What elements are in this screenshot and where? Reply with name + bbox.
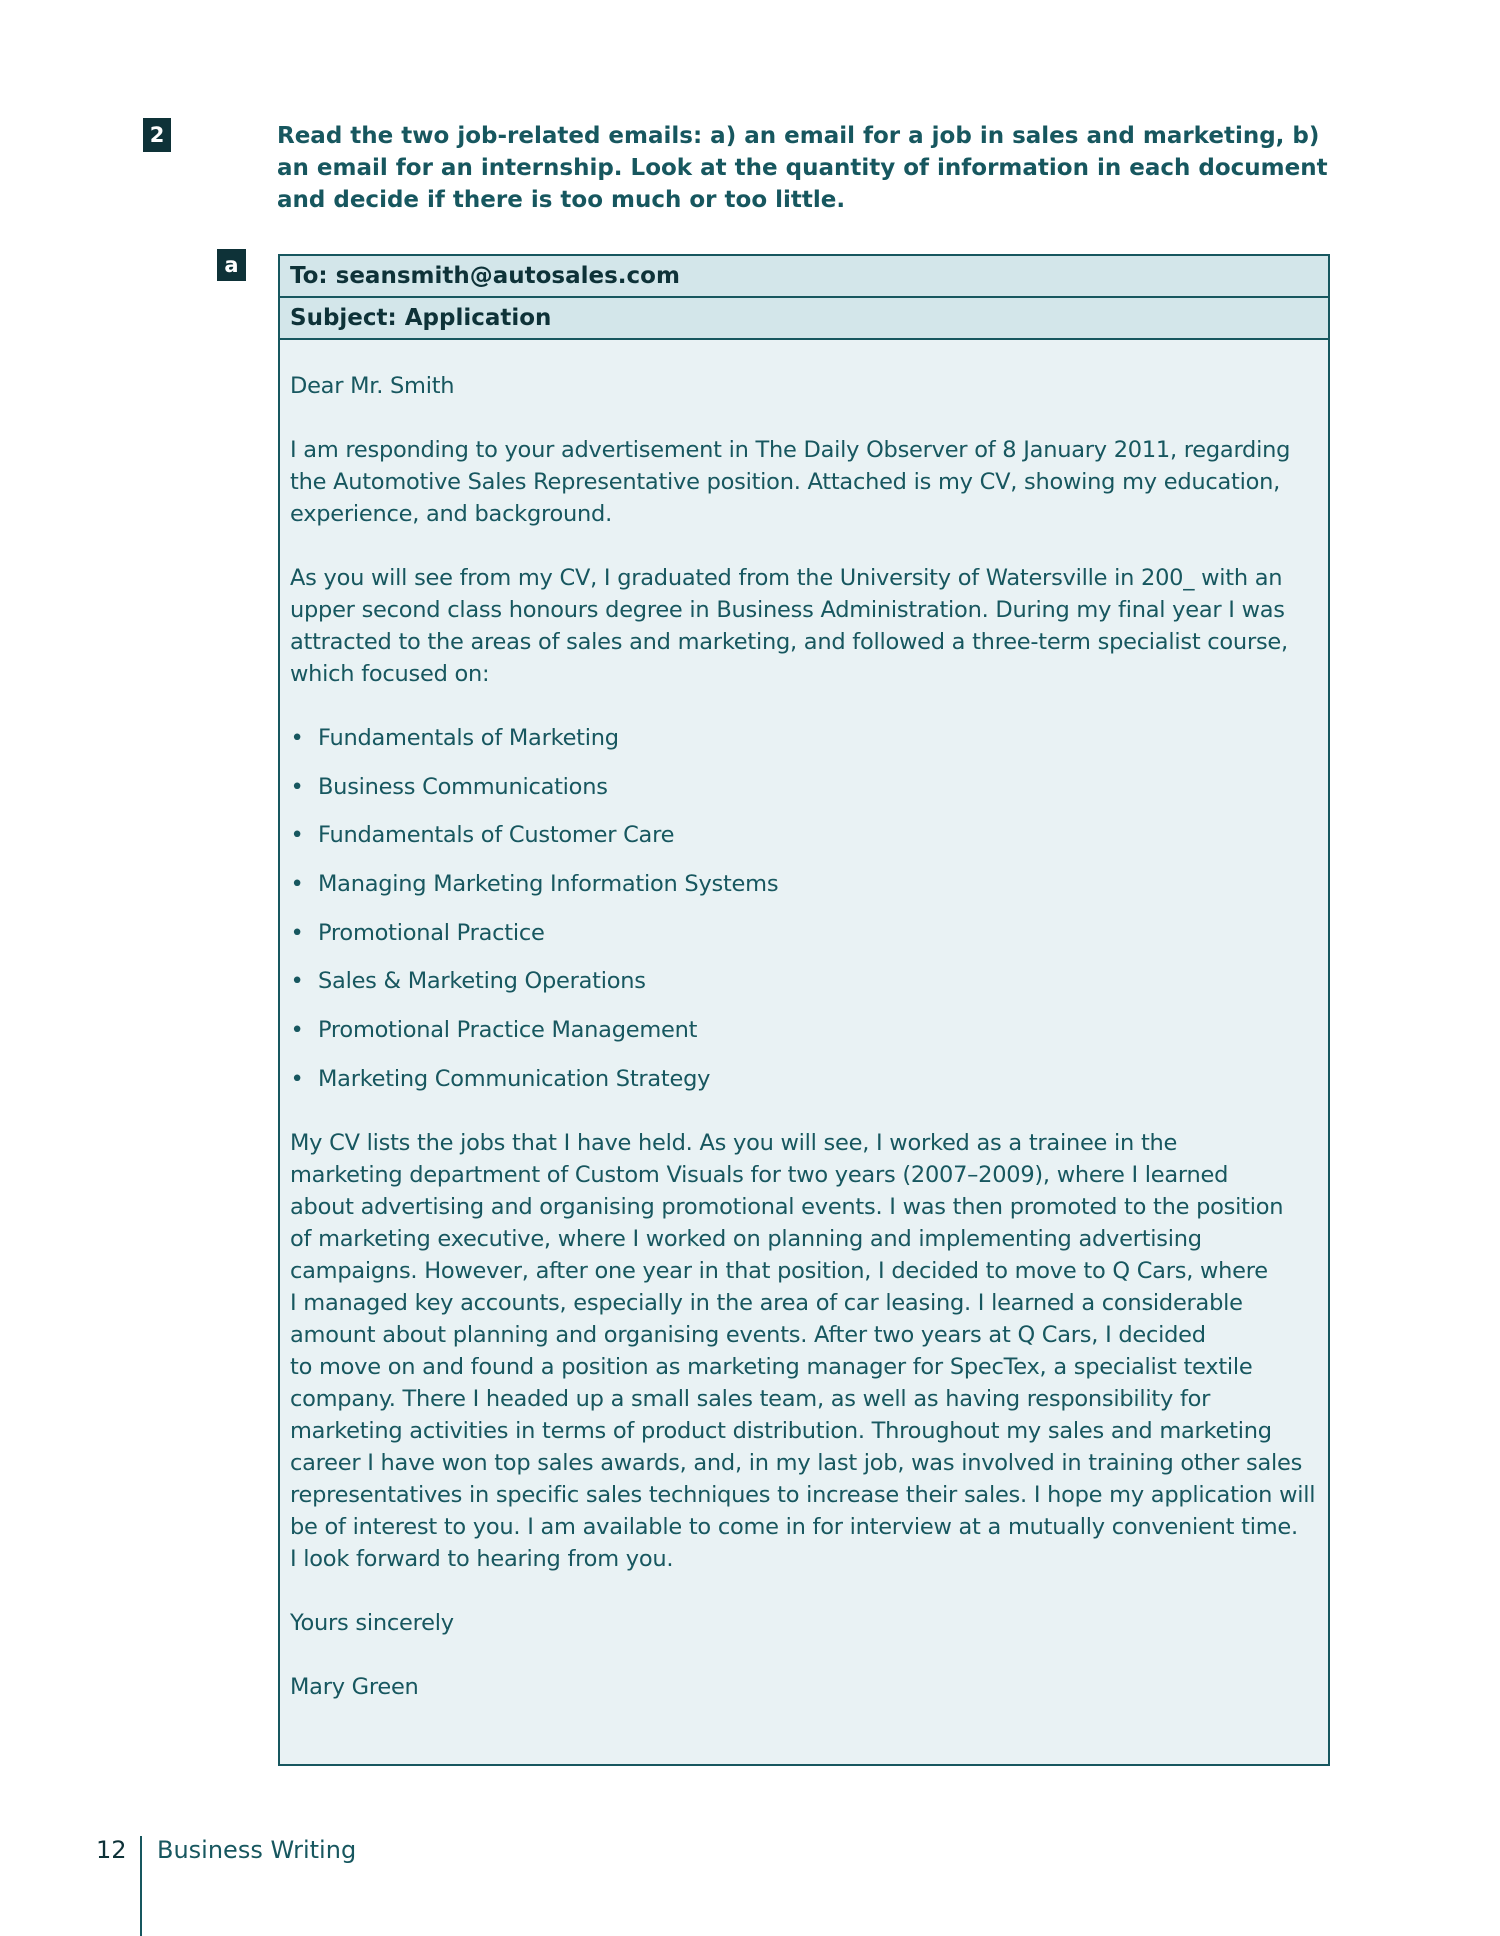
list-item: • Managing Marketing Information Systems	[290, 868, 1320, 917]
paragraph-line: My CV lists the jobs that I have held. As you will see, I worked as a trainee in the	[290, 1129, 1178, 1156]
email-greeting: Dear Mr. Smith	[290, 373, 455, 399]
list-item: • Fundamentals of Customer Care	[290, 819, 1320, 868]
page-number: 12	[96, 1836, 127, 1864]
paragraph-line: marketing department of Custom Visuals for two years (2007–2009), where I learned	[290, 1161, 1229, 1188]
course-list	[290, 722, 1320, 1095]
part-label-badge: a	[217, 249, 246, 281]
paragraph-line: be of interest to you. I am available to come in for interview at a mutually convenient time.	[290, 1513, 1298, 1540]
paragraph-line: career I have won top sales awards, and, in my last job, was involved in training other sales	[290, 1449, 1303, 1476]
bullet-icon: •	[290, 919, 304, 946]
list-item: • Fundamentals of Marketing	[290, 722, 1320, 771]
paragraph-line: marketing activities in terms of product distribution. Throughout my sales and marketing	[290, 1417, 1272, 1444]
list-item: • Business Communications	[290, 771, 1320, 820]
paragraph-line: campaigns. However, after one year in that position, I decided to move to Q Cars, where	[290, 1257, 1268, 1284]
list-item: • Marketing Communication Strategy	[290, 1063, 1320, 1095]
bullet-icon: •	[290, 822, 304, 849]
email-paragraph-2: As you will see from my CV, I graduated from the University of Watersville in 200_ with an upper second class honours degree in Business Administration. During my final year I was attracted to the areas of sales and marketing, and followed a three-term specialist course, which focused on:	[290, 565, 1288, 687]
email-paragraph-3	[290, 1127, 1320, 1575]
paragraph-line: of marketing executive, where I worked on planning and implementing advertising	[290, 1225, 1202, 1252]
paragraph-line: I look forward to hearing from you.	[290, 1545, 674, 1572]
exercise-number-badge: 2	[143, 118, 171, 152]
list-item: • Sales & Marketing Operations	[290, 965, 1320, 1014]
paragraph-line: to move on and found a position as marketing manager for SpecTex, a specialist textile	[290, 1353, 1253, 1380]
book-title: Business Writing	[157, 1836, 357, 1864]
list-item: • Promotional Practice Management	[290, 1014, 1320, 1063]
paragraph-line: about advertising and organising promotional events. I was then promoted to the position	[290, 1193, 1284, 1220]
footer-divider	[140, 1836, 142, 1936]
email-paragraph-1: I am responding to your advertisement in The Daily Observer of 8 January 2011, regarding the Automotive Sales Representative position. Attached is my CV, showing my education, experience, and background.	[290, 437, 1291, 527]
bullet-icon: •	[290, 871, 304, 898]
bullet-icon: •	[290, 725, 304, 751]
email-document	[278, 254, 1330, 1766]
bullet-icon: •	[290, 1017, 304, 1044]
email-signature: Mary Green	[290, 1673, 419, 1700]
email-to-field: To: seansmith@autosales.com	[280, 256, 1328, 298]
paragraph-line: amount about planning and organising events. After two years at Q Cars, I decided	[290, 1321, 1206, 1348]
bullet-icon: •	[290, 1065, 304, 1092]
paragraph-line: representatives in specific sales techniques to increase their sales. I hope my application will	[290, 1481, 1316, 1508]
email-subject-field: Subject: Application	[280, 298, 1328, 340]
paragraph-line: I managed key accounts, especially in the area of car leasing. I learned a considerable	[290, 1289, 1243, 1316]
bullet-icon: •	[290, 773, 304, 800]
list-item: • Promotional Practice	[290, 917, 1320, 966]
email-closing: Yours sincerely	[290, 1609, 454, 1636]
exercise-instructions: Read the two job-related emails: a) an email for a job in sales and marketing, b) an email for an internship. Look at the quantity of information in each document and decide if there is too much or too little.	[277, 123, 1328, 213]
paragraph-line: company. There I headed up a small sales team, as well as having responsibility for	[290, 1385, 1211, 1412]
email-body	[290, 370, 1320, 1735]
bullet-icon: •	[290, 968, 304, 995]
